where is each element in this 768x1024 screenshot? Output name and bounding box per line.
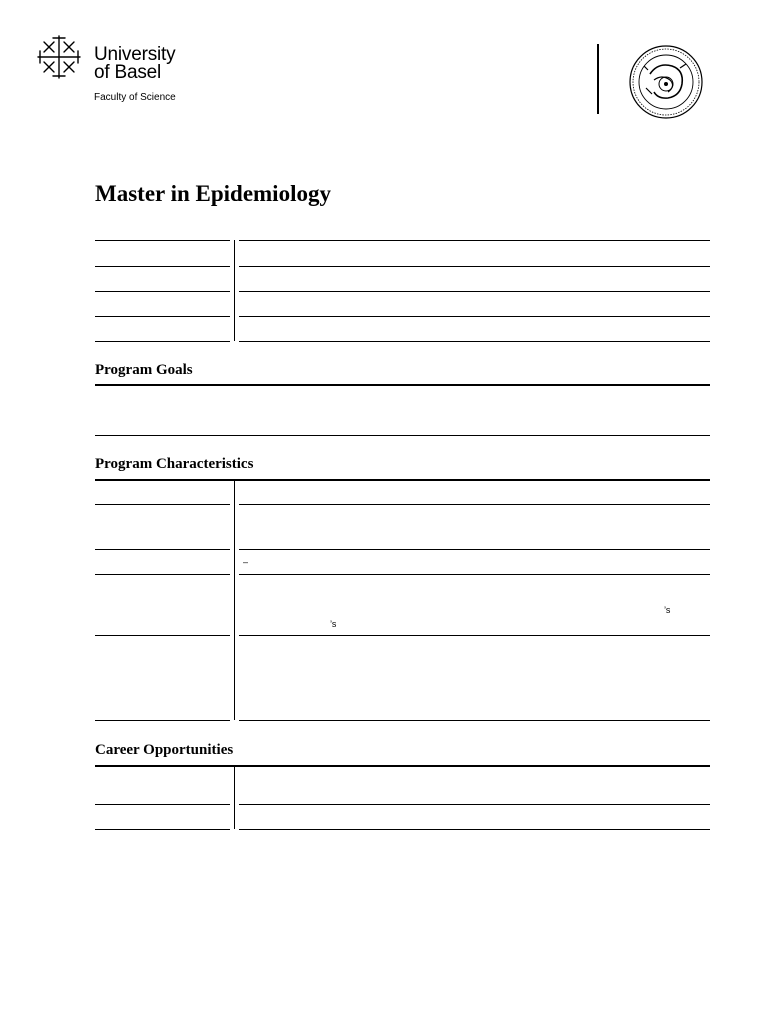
dash-fragment: – [243,557,249,567]
table-rule [95,316,230,317]
table-rule [95,635,230,636]
faculty-name: Faculty of Science [94,92,176,103]
section-rule [95,435,710,436]
table-rule [239,829,710,830]
table-rule [95,549,230,550]
section-rule [95,384,710,386]
table-rule [239,720,710,721]
section-heading-career: Career Opportunities [95,742,234,758]
table-rule [95,266,230,267]
table-rule [95,720,230,721]
header-divider [597,44,599,114]
table-rule [239,635,710,636]
table-rule [95,804,230,805]
table-rule [239,266,710,267]
table-rule [239,291,710,292]
table-rule [95,765,710,767]
table-rule [95,829,230,830]
table-rule [239,504,710,505]
table-rule [95,291,230,292]
table-rule [239,240,710,241]
table-rule [95,504,230,505]
column-divider [234,767,235,829]
table-rule [239,574,710,575]
table-rule [239,341,710,342]
column-divider [234,481,235,720]
page-title: Master in Epidemiology [95,181,331,206]
section-heading-characteristics: Program Characteristics [95,456,254,472]
university-name-line-1: University [94,44,176,65]
section-heading-goals: Program Goals [95,362,193,378]
university-seal-icon [628,44,704,120]
university-logo-icon [36,34,82,80]
table-rule [239,549,710,550]
table-rule [95,574,230,575]
table-rule [239,316,710,317]
possessive-fragment: ’s [664,605,671,615]
table-rule [95,240,230,241]
table-rule [95,341,230,342]
column-divider [234,240,235,341]
possessive-fragment: ’s [330,619,337,629]
university-name-line-2: of Basel [94,62,162,83]
table-rule [239,804,710,805]
table-rule [95,479,710,481]
